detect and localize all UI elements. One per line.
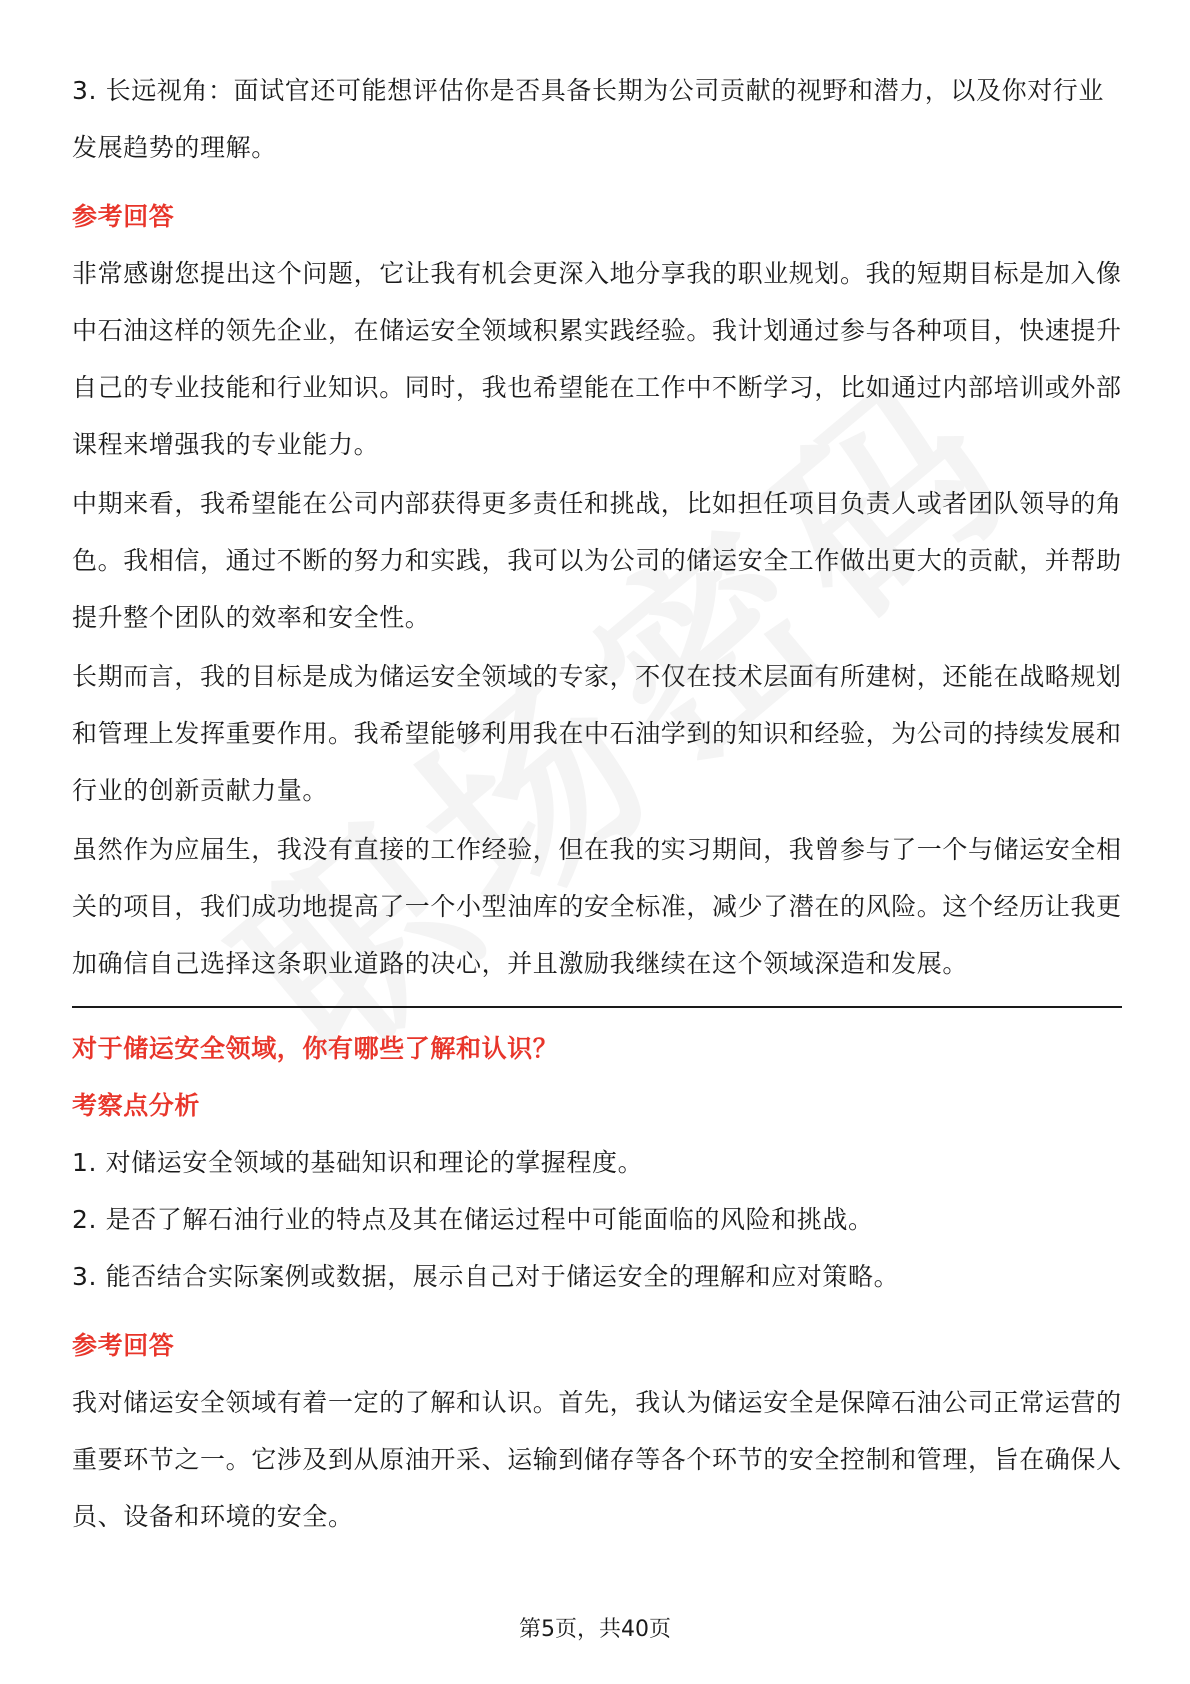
section-divider xyxy=(72,1006,1122,1008)
answer-paragraph-1: 非常感谢您提出这个问题，它让我有机会更深入地分享我的职业规划。我的短期目标是加入像中石油这样的领先企业，在储运安全领域积累实践经验。我计划通过参与各种项目，快速提升自己的专业技能和行业知识。同时，我也希望能在工作中不断学习，比如通过内部培训或外部课程来增强我的专业能力。 xyxy=(72,259,1122,459)
reference-answer-heading: 参考回答 xyxy=(72,202,175,231)
answer-paragraph-4: 虽然作为应届生，我没有直接的工作经验，但在我的实习期间，我曾参与了一个与储运安全相关的项目，我们成功地提高了一个小型油库的安全标准，减少了潜在的风险。这个经历让我更加确信自己选择这条职业道路的决心，并且激励我继续在这个领域深造和发展。 xyxy=(72,835,1122,978)
page-number: 第5页，共40页 xyxy=(519,1617,671,1642)
answer-paragraph-3: 长期而言，我的目标是成为储运安全领域的专家，不仅在技术层面有所建树，还能在战略规划和管理上发挥重要作用。我希望能够利用我在中石油学到的知识和经验，为公司的持续发展和行业的创新贡献力量。 xyxy=(72,662,1122,805)
analysis-point-3: 3. 长远视角：面试官还可能想评估你是否具备长期为公司贡献的视野和潜力，以及你对行业发展趋势的理解。 xyxy=(72,76,1105,162)
answer-paragraph-5: 我对储运安全领域有着一定的了解和认识。首先，我认为储运安全是保障石油公司正常运营的重要环节之一。它涉及到从原油开采、运输到储存等各个环节的安全控制和管理，旨在确保人员、设备和环境的安全。 xyxy=(72,1388,1122,1531)
question-heading: 对于储运安全领域，你有哪些了解和认识？ xyxy=(72,1034,559,1063)
analysis-point-2: 2. 是否了解石油行业的特点及其在储运过程中可能面临的风险和挑战。 xyxy=(72,1205,874,1234)
reference-answer-heading-2: 参考回答 xyxy=(72,1331,175,1360)
page-content xyxy=(72,62,1122,1547)
analysis-point-1: 1. 对储运安全领域的基础知识和理论的掌握程度。 xyxy=(72,1148,644,1177)
analysis-point-3b: 3. 能否结合实际案例或数据，展示自己对于储运安全的理解和应对策略。 xyxy=(72,1262,900,1291)
answer-paragraph-2: 中期来看，我希望能在公司内部获得更多责任和挑战，比如担任项目负责人或者团队领导的角色。我相信，通过不断的努力和实践，我可以为公司的储运安全工作做出更大的贡献，并帮助提升整个团队的效率和安全性。 xyxy=(72,489,1122,632)
analysis-heading: 考察点分析 xyxy=(72,1091,201,1120)
